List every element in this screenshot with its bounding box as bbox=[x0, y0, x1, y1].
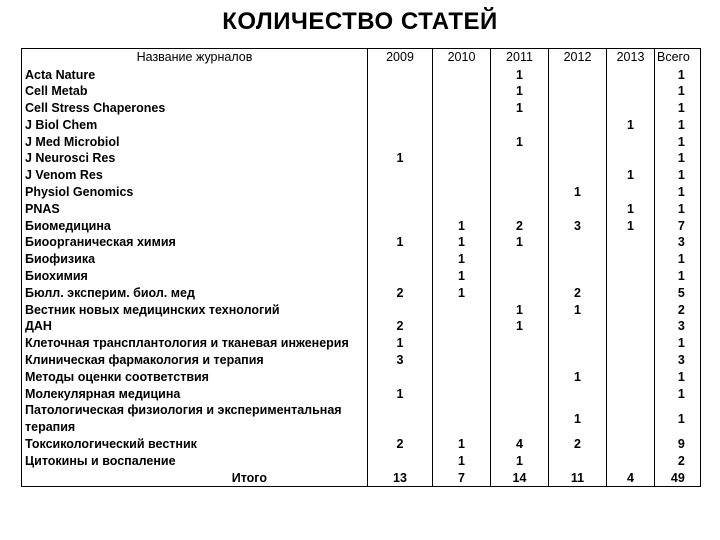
year-count-cell bbox=[549, 150, 607, 167]
year-count-cell bbox=[368, 167, 433, 184]
journal-name: PNAS bbox=[22, 201, 368, 218]
table-row bbox=[22, 167, 701, 184]
year-count-cell bbox=[491, 117, 549, 134]
year-count-cell bbox=[433, 67, 491, 84]
year-count-cell: 1 bbox=[433, 234, 491, 251]
year-count-cell bbox=[607, 100, 655, 117]
year-count-cell: 2 bbox=[368, 285, 433, 302]
year-count-cell: 1 bbox=[607, 218, 655, 235]
year-count-cell bbox=[549, 234, 607, 251]
row-total-cell: 7 bbox=[655, 218, 701, 235]
table-row bbox=[22, 318, 701, 335]
table-row bbox=[22, 251, 701, 268]
journal-name: J Neurosci Res bbox=[22, 150, 368, 167]
year-count-cell: 2 bbox=[491, 218, 549, 235]
table-row bbox=[22, 234, 701, 251]
total-cell: 4 bbox=[607, 470, 655, 487]
year-count-cell bbox=[433, 369, 491, 386]
header-year: 2013 bbox=[607, 49, 655, 67]
year-count-cell bbox=[368, 453, 433, 470]
row-total-cell: 3 bbox=[655, 352, 701, 369]
year-count-cell bbox=[607, 402, 655, 436]
year-count-cell: 1 bbox=[549, 369, 607, 386]
row-total-cell: 1 bbox=[655, 150, 701, 167]
year-count-cell bbox=[368, 67, 433, 84]
journal-name: Бюлл. эксперим. биол. мед bbox=[22, 285, 368, 302]
row-total-cell: 1 bbox=[655, 100, 701, 117]
year-count-cell bbox=[368, 402, 433, 436]
journal-name: Цитокины и воспаление bbox=[22, 453, 368, 470]
year-count-cell bbox=[549, 335, 607, 352]
year-count-cell bbox=[607, 436, 655, 453]
year-count-cell bbox=[607, 134, 655, 151]
year-count-cell: 1 bbox=[491, 234, 549, 251]
journal-name: Биоорганическая химия bbox=[22, 234, 368, 251]
year-count-cell bbox=[491, 251, 549, 268]
table-row bbox=[22, 268, 701, 285]
year-count-cell bbox=[549, 67, 607, 84]
year-count-cell: 1 bbox=[433, 436, 491, 453]
row-total-cell: 1 bbox=[655, 83, 701, 100]
row-total-cell: 1 bbox=[655, 386, 701, 403]
row-total-cell: 5 bbox=[655, 285, 701, 302]
year-count-cell bbox=[607, 318, 655, 335]
year-count-cell: 1 bbox=[491, 67, 549, 84]
year-count-cell: 1 bbox=[368, 150, 433, 167]
header-journal-name: Название журналов bbox=[22, 49, 368, 67]
year-count-cell bbox=[368, 302, 433, 319]
table-row bbox=[22, 302, 701, 319]
journal-name: Методы оценки соответствия bbox=[22, 369, 368, 386]
year-count-cell bbox=[433, 167, 491, 184]
year-count-cell bbox=[607, 386, 655, 403]
year-count-cell bbox=[491, 335, 549, 352]
total-cell: 14 bbox=[491, 470, 549, 487]
table-row bbox=[22, 184, 701, 201]
journal-name: Токсикологический вестник bbox=[22, 436, 368, 453]
row-total-cell: 3 bbox=[655, 318, 701, 335]
year-count-cell bbox=[607, 251, 655, 268]
table-row bbox=[22, 218, 701, 235]
year-count-cell bbox=[368, 218, 433, 235]
year-count-cell: 2 bbox=[549, 285, 607, 302]
year-count-cell bbox=[368, 251, 433, 268]
journal-name: Биохимия bbox=[22, 268, 368, 285]
row-total-cell: 1 bbox=[655, 335, 701, 352]
year-count-cell bbox=[433, 83, 491, 100]
year-count-cell bbox=[433, 402, 491, 436]
year-count-cell bbox=[607, 352, 655, 369]
year-count-cell bbox=[607, 184, 655, 201]
row-total-cell: 1 bbox=[655, 268, 701, 285]
year-count-cell bbox=[607, 67, 655, 84]
year-count-cell: 1 bbox=[491, 134, 549, 151]
year-count-cell bbox=[368, 201, 433, 218]
year-count-cell bbox=[368, 83, 433, 100]
journal-name: Патологическая физиология и экспериментальная терапия bbox=[22, 402, 368, 436]
year-count-cell bbox=[491, 386, 549, 403]
header-total: Всего bbox=[655, 49, 701, 67]
table-row bbox=[22, 67, 701, 84]
year-count-cell bbox=[549, 352, 607, 369]
year-count-cell bbox=[433, 302, 491, 319]
table-row bbox=[22, 386, 701, 403]
journal-name: Acta Nature bbox=[22, 67, 368, 84]
year-count-cell: 1 bbox=[433, 453, 491, 470]
grand-total: 49 bbox=[655, 470, 701, 487]
year-count-cell: 1 bbox=[491, 302, 549, 319]
year-count-cell bbox=[549, 134, 607, 151]
year-count-cell bbox=[607, 234, 655, 251]
total-cell: 11 bbox=[549, 470, 607, 487]
year-count-cell bbox=[607, 83, 655, 100]
year-count-cell bbox=[491, 184, 549, 201]
table-row bbox=[22, 453, 701, 470]
year-count-cell bbox=[368, 117, 433, 134]
header-year: 2012 bbox=[549, 49, 607, 67]
table-row bbox=[22, 335, 701, 352]
year-count-cell bbox=[433, 184, 491, 201]
year-count-cell bbox=[368, 100, 433, 117]
year-count-cell bbox=[607, 285, 655, 302]
row-total-cell: 2 bbox=[655, 302, 701, 319]
year-count-cell bbox=[607, 150, 655, 167]
year-count-cell: 1 bbox=[549, 184, 607, 201]
year-count-cell: 2 bbox=[368, 318, 433, 335]
row-total-cell: 1 bbox=[655, 134, 701, 151]
table-row bbox=[22, 285, 701, 302]
journal-name: J Med Microbiol bbox=[22, 134, 368, 151]
row-total-cell: 1 bbox=[655, 184, 701, 201]
year-count-cell bbox=[607, 335, 655, 352]
year-count-cell: 1 bbox=[368, 335, 433, 352]
table-row bbox=[22, 134, 701, 151]
year-count-cell bbox=[368, 268, 433, 285]
year-count-cell bbox=[549, 318, 607, 335]
year-count-cell bbox=[433, 318, 491, 335]
year-count-cell bbox=[549, 167, 607, 184]
year-count-cell: 1 bbox=[368, 234, 433, 251]
year-count-cell: 1 bbox=[491, 318, 549, 335]
total-label: Итого bbox=[22, 470, 368, 487]
year-count-cell: 1 bbox=[549, 402, 607, 436]
header-year: 2011 bbox=[491, 49, 549, 67]
year-count-cell bbox=[433, 134, 491, 151]
year-count-cell: 1 bbox=[491, 83, 549, 100]
year-count-cell bbox=[549, 251, 607, 268]
year-count-cell bbox=[433, 100, 491, 117]
year-count-cell: 1 bbox=[433, 268, 491, 285]
row-total-cell: 2 bbox=[655, 453, 701, 470]
year-count-cell bbox=[433, 201, 491, 218]
year-count-cell bbox=[491, 167, 549, 184]
year-count-cell: 2 bbox=[368, 436, 433, 453]
year-count-cell: 1 bbox=[433, 251, 491, 268]
year-count-cell: 1 bbox=[607, 167, 655, 184]
year-count-cell bbox=[549, 201, 607, 218]
year-count-cell bbox=[491, 268, 549, 285]
total-cell: 13 bbox=[368, 470, 433, 487]
year-count-cell: 2 bbox=[549, 436, 607, 453]
row-total-cell: 1 bbox=[655, 402, 701, 436]
year-count-cell bbox=[607, 268, 655, 285]
year-count-cell bbox=[491, 150, 549, 167]
year-count-cell: 1 bbox=[491, 100, 549, 117]
row-total-cell: 1 bbox=[655, 67, 701, 84]
year-count-cell: 3 bbox=[368, 352, 433, 369]
table-row bbox=[22, 402, 701, 436]
year-count-cell bbox=[549, 386, 607, 403]
journal-name: Биомедицина bbox=[22, 218, 368, 235]
year-count-cell bbox=[433, 335, 491, 352]
year-count-cell: 1 bbox=[433, 285, 491, 302]
year-count-cell bbox=[549, 83, 607, 100]
journal-name: Молекулярная медицина bbox=[22, 386, 368, 403]
year-count-cell bbox=[433, 386, 491, 403]
journal-name: Cell Stress Chaperones bbox=[22, 100, 368, 117]
journal-name: Cell Metab bbox=[22, 83, 368, 100]
year-count-cell bbox=[368, 184, 433, 201]
table-row bbox=[22, 83, 701, 100]
articles-table bbox=[21, 48, 701, 487]
header-year: 2009 bbox=[368, 49, 433, 67]
row-total-cell: 1 bbox=[655, 117, 701, 134]
journal-name: Клиническая фармакология и терапия bbox=[22, 352, 368, 369]
row-total-cell: 9 bbox=[655, 436, 701, 453]
year-count-cell bbox=[607, 453, 655, 470]
year-count-cell bbox=[607, 302, 655, 319]
table-row bbox=[22, 201, 701, 218]
journal-name: Physiol Genomics bbox=[22, 184, 368, 201]
year-count-cell bbox=[549, 100, 607, 117]
total-cell: 7 bbox=[433, 470, 491, 487]
header-row bbox=[22, 49, 701, 67]
journal-name: Клеточная трансплантология и тканевая инженерия bbox=[22, 335, 368, 352]
table-row bbox=[22, 369, 701, 386]
row-total-cell: 1 bbox=[655, 369, 701, 386]
row-total-cell: 1 bbox=[655, 201, 701, 218]
year-count-cell: 4 bbox=[491, 436, 549, 453]
year-count-cell: 1 bbox=[368, 386, 433, 403]
year-count-cell bbox=[549, 453, 607, 470]
table-row bbox=[22, 352, 701, 369]
year-count-cell bbox=[549, 268, 607, 285]
year-count-cell bbox=[491, 352, 549, 369]
year-count-cell bbox=[491, 285, 549, 302]
year-count-cell bbox=[433, 117, 491, 134]
year-count-cell: 1 bbox=[607, 117, 655, 134]
year-count-cell bbox=[549, 117, 607, 134]
year-count-cell: 1 bbox=[549, 302, 607, 319]
page-title: КОЛИЧЕСТВО СТАТЕЙ bbox=[222, 8, 498, 35]
year-count-cell bbox=[368, 134, 433, 151]
year-count-cell bbox=[368, 369, 433, 386]
journal-name: J Venom Res bbox=[22, 167, 368, 184]
year-count-cell bbox=[491, 402, 549, 436]
header-year: 2010 bbox=[433, 49, 491, 67]
journal-name: Биофизика bbox=[22, 251, 368, 268]
total-row bbox=[22, 470, 701, 487]
year-count-cell: 3 bbox=[549, 218, 607, 235]
year-count-cell: 1 bbox=[491, 453, 549, 470]
year-count-cell bbox=[433, 352, 491, 369]
year-count-cell: 1 bbox=[433, 218, 491, 235]
year-count-cell bbox=[607, 369, 655, 386]
row-total-cell: 1 bbox=[655, 167, 701, 184]
row-total-cell: 1 bbox=[655, 251, 701, 268]
journal-name: Вестник новых медицинских технологий bbox=[22, 302, 368, 319]
table-row bbox=[22, 436, 701, 453]
table-row bbox=[22, 117, 701, 134]
year-count-cell bbox=[491, 369, 549, 386]
table-row bbox=[22, 100, 701, 117]
journal-name: J Biol Chem bbox=[22, 117, 368, 134]
year-count-cell bbox=[433, 150, 491, 167]
year-count-cell: 1 bbox=[607, 201, 655, 218]
year-count-cell bbox=[491, 201, 549, 218]
journal-name: ДАН bbox=[22, 318, 368, 335]
row-total-cell: 3 bbox=[655, 234, 701, 251]
table-row bbox=[22, 150, 701, 167]
